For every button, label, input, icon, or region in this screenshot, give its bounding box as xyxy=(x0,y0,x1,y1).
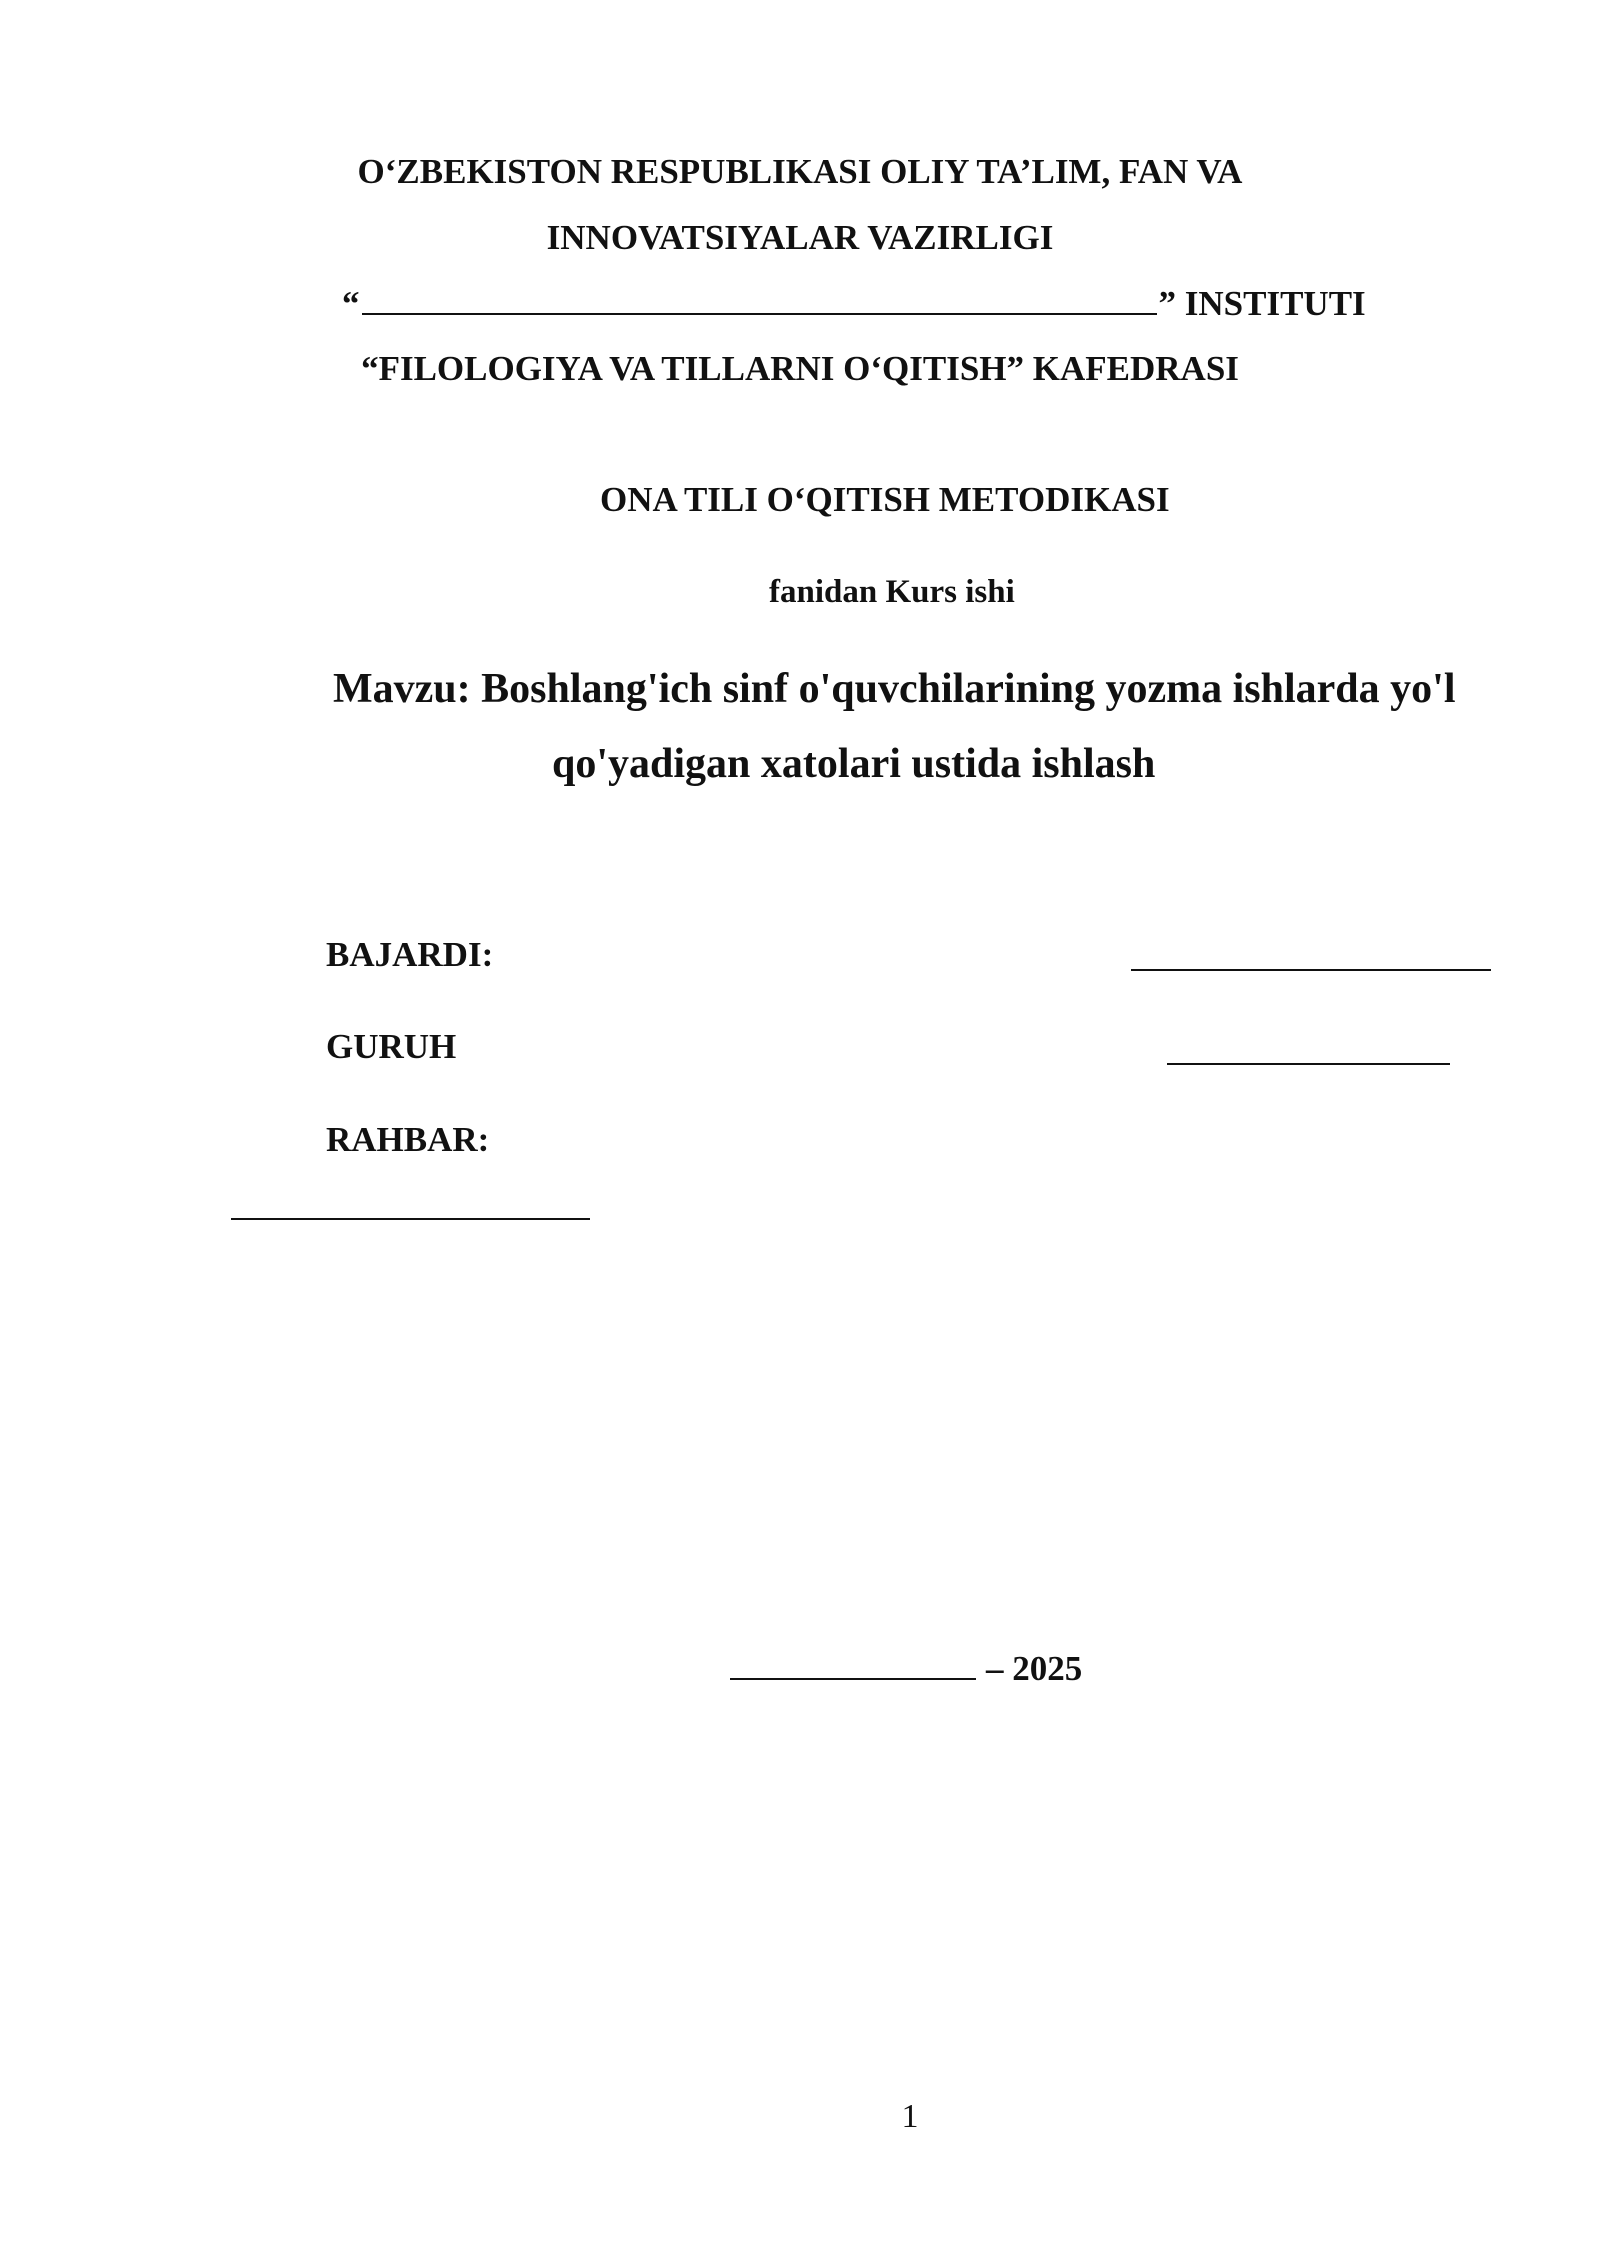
page-number: 1 xyxy=(901,2098,919,2135)
guruh-blank xyxy=(1167,1063,1450,1065)
subject-name: ONA TILI O‘QITISH METODIKASI xyxy=(600,480,1170,519)
ministry-line-2: INNOVATSIYALAR VAZIRLIGI xyxy=(546,218,1054,257)
topic-line-1: Mavzu: Boshlang'ich sinf o'quvchilarining yozma ishlarda yo'l xyxy=(333,666,1456,712)
ministry-line-1: O‘ZBEKISTON RESPUBLIKASI OLIY TA’LIM, FAN VA xyxy=(357,152,1243,191)
year-text: – 2025 xyxy=(986,1649,1083,1688)
year-line xyxy=(730,1648,1082,1689)
institute-open-quote: “ xyxy=(342,284,360,323)
subject-kind: fanidan Kurs ishi xyxy=(769,574,1015,610)
rahbar-label: RAHBAR: xyxy=(326,1120,490,1159)
guruh-label: GURUH xyxy=(326,1027,457,1066)
topic-line-2: qo'yadigan xatolari ustida ishlash xyxy=(552,741,1156,787)
rahbar-blank xyxy=(231,1218,590,1220)
institute-line xyxy=(342,283,1366,324)
bajardi-blank xyxy=(1131,969,1491,971)
department-line: “FILOLOGIYA VA TILLARNI O‘QITISH” KAFEDRASI xyxy=(361,349,1239,388)
institute-close: ” INSTITUTI xyxy=(1158,284,1366,323)
city-blank xyxy=(730,1648,976,1680)
bajardi-label: BAJARDI: xyxy=(326,935,494,974)
institute-name-blank xyxy=(362,283,1157,315)
